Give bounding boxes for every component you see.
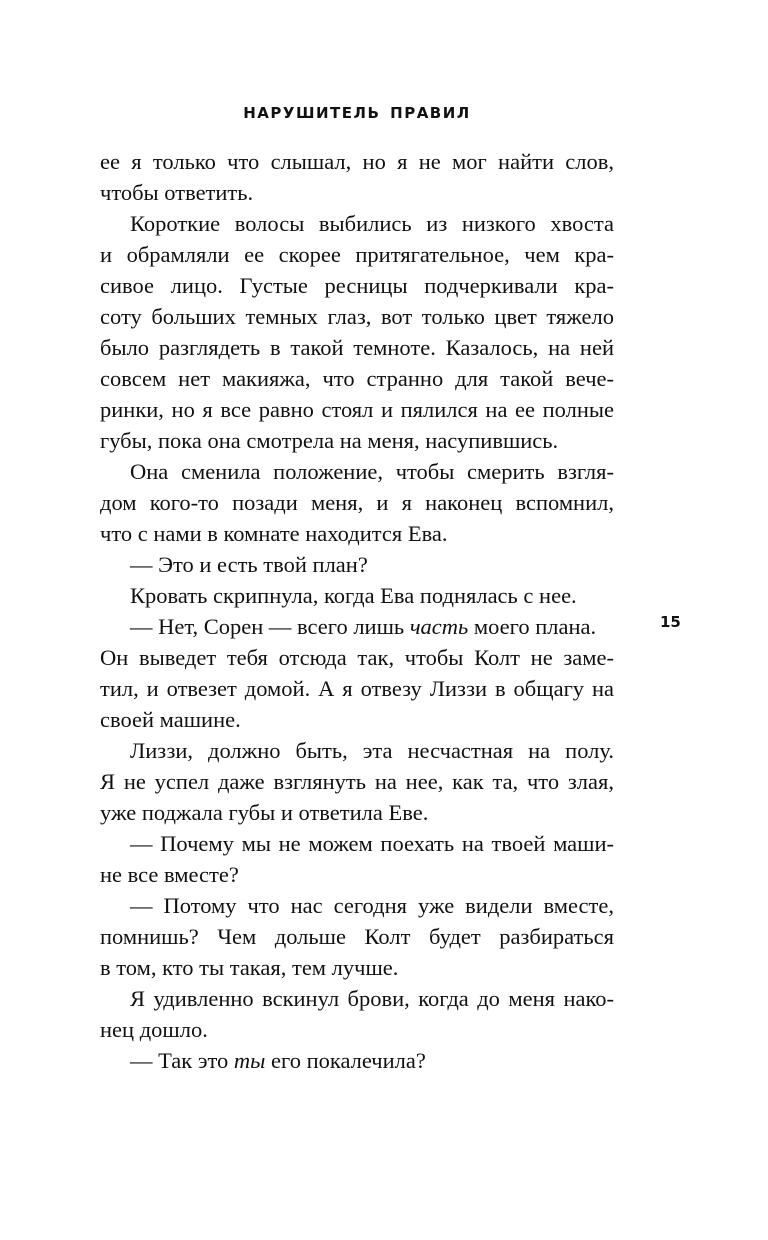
- text-line: тил, и отвезет домой. А я отвезу Лиззи в общагу на: [100, 676, 614, 701]
- text-line: не все вместе?: [100, 862, 239, 887]
- text-line-with-emphasis: [100, 611, 614, 642]
- emphasized-word: ты: [233, 1048, 266, 1073]
- text-line: Он выведет тебя отсюда так, чтобы Колт не заме-: [100, 645, 614, 670]
- text-line: — Почему мы не можем поехать на твоей маши-: [130, 831, 614, 856]
- text-line: сивое лицо. Густые ресницы подчеркивали кра-: [100, 273, 614, 298]
- text-segment: — Так это: [130, 1048, 234, 1073]
- text-line: ее я только что слышал, но я не мог найти слов,: [100, 149, 614, 174]
- text-line-with-emphasis: [100, 1045, 614, 1076]
- text-line: помнишь? Чем дольше Колт будет разбираться: [100, 924, 614, 949]
- text-line: Лиззи, должно быть, эта несчастная на полу.: [130, 738, 614, 763]
- text-line: Кровать скрипнула, когда Ева поднялась с нее.: [130, 583, 577, 608]
- text-line: уже поджала губы и ответила Еве.: [100, 800, 429, 825]
- running-head-title: НАРУШИТЕЛЬ ПРАВИЛ: [243, 104, 471, 122]
- text-line: Она сменила положение, чтобы смерить взгля-: [130, 459, 614, 484]
- text-line: Я не успел даже взглянуть на нее, как та, что злая,: [100, 769, 614, 794]
- text-line: в том, кто ты такая, тем лучше.: [100, 955, 399, 980]
- text-line: Короткие волосы выбились из низкого хвоста: [130, 211, 614, 236]
- text-line: совсем нет макияжа, что странно для такой вече-: [100, 366, 614, 391]
- page-number: 15: [660, 613, 681, 631]
- text-line: губы, пока она смотрела на меня, насупившись.: [100, 428, 559, 453]
- text-segment: — Нет, Сорен — всего лишь: [130, 614, 410, 639]
- text-line: что с нами в комнате находится Ева.: [100, 521, 448, 546]
- text-line: — Потому что нас сегодня уже видели вместе,: [130, 893, 614, 918]
- body-text: [100, 146, 614, 1076]
- text-line: — Это и есть твой план?: [130, 552, 368, 577]
- text-segment: моего плана.: [468, 614, 597, 639]
- text-line: и обрамляли ее скорее притягательное, чем кра-: [100, 242, 614, 267]
- text-line: ринки, но я все равно стоял и пялился на ее полные: [100, 397, 614, 422]
- text-line: чтобы ответить.: [100, 180, 254, 205]
- text-line: было разглядеть в такой темноте. Казалось, на ней: [100, 335, 614, 360]
- text-line: своей машине.: [100, 707, 241, 732]
- text-line: Я удивленно вскинул брови, когда до меня нако-: [130, 986, 614, 1011]
- text-line: дом кого-то позади меня, и я наконец вспомнил,: [100, 490, 614, 515]
- emphasized-word: часть: [409, 614, 469, 639]
- text-segment: его покалечила?: [265, 1048, 426, 1073]
- text-line: нец дошло.: [100, 1017, 208, 1042]
- text-line: соту больших темных глаз, вот только цвет тяжело: [100, 304, 614, 329]
